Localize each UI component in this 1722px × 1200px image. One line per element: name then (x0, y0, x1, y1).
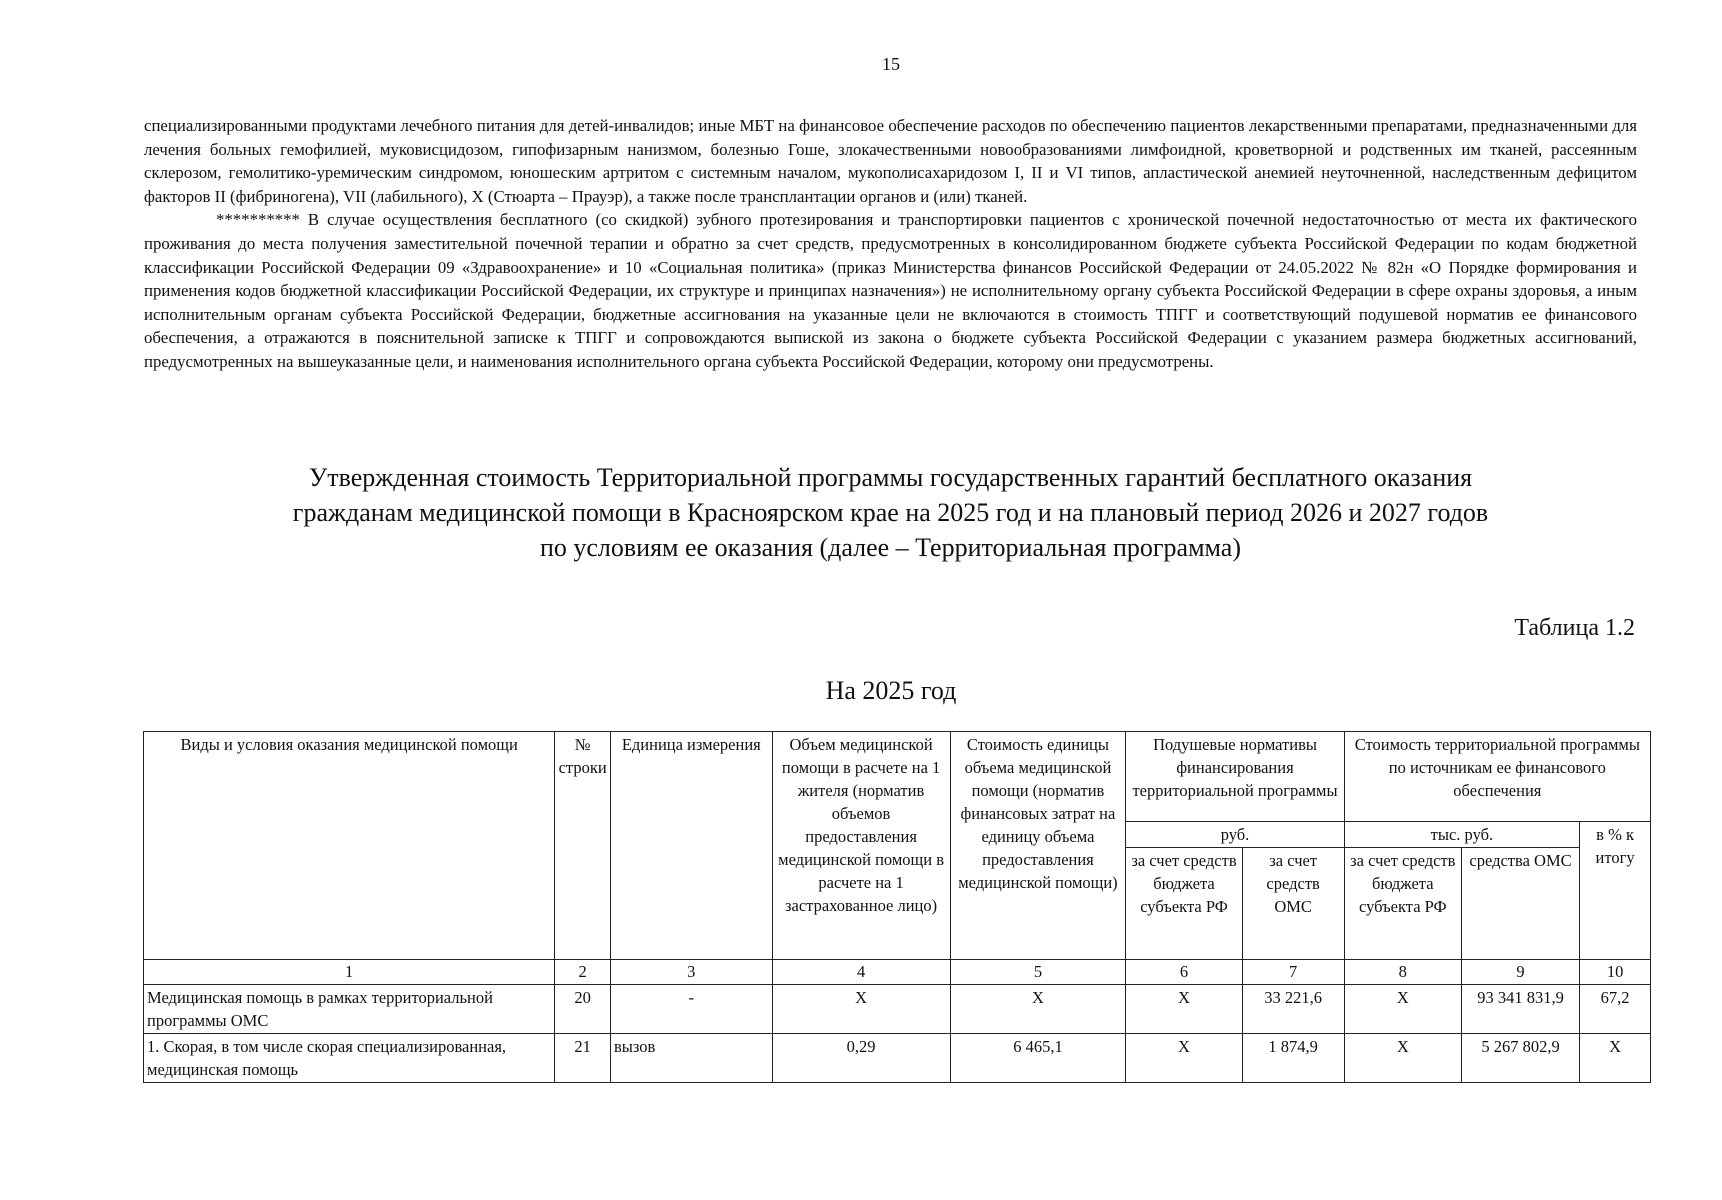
cell-cost: 6 465,1 (950, 1034, 1126, 1083)
header-unit: Единица измерения (610, 732, 772, 960)
cell-cost: X (950, 985, 1126, 1034)
title-line: по условиям ее оказания (далее – Территориальная программа) (539, 533, 1242, 562)
year-title: На 2025 год (825, 676, 957, 705)
paragraph-1: специализированными продуктами лечебного питания для детей-инвалидов; иные МБТ на финансовое обеспечение расходов по обеспечению пациентов лекарственными препаратами, предназначенными для лечения больных гемофилией, муковисцидозом, гипофизарным нанизмом, болезнью Гоше, злокачественными новообразованиями лимфоидной, кроветворной и родственных им тканей, рассеянным склерозом, гемолитико-уремическим синдромом, юношеским артритом с системным началом, мукополисахаридозом I, II и VI типов, апластической анемией неуточненной, наследственным дефицитом факторов II (фибриногена), VII (лабильного), X (Стюарта – Прауэр), а также после трансплантации органов и (или) тканей. (144, 116, 1637, 206)
header-oms-funds: за счет средств ОМС (1242, 848, 1344, 960)
cell-budget: X (1126, 1034, 1242, 1083)
header-cost: Стоимость единицы объема медицинской помощи (норматив финансовых затрат на единицу объема предоставления медицинской помощи) (950, 732, 1126, 960)
column-number: 1 (144, 960, 555, 985)
cell-row-no: 20 (555, 985, 611, 1034)
header-per-capita: Подушевые нормативы финансирования территориальной программы (1126, 732, 1344, 822)
document-title (144, 460, 1637, 565)
cell-oms: 1 874,9 (1242, 1034, 1344, 1083)
cell-oms: 33 221,6 (1242, 985, 1344, 1034)
column-number: 5 (950, 960, 1126, 985)
cell-volume: X (772, 985, 950, 1034)
cell-unit: - (610, 985, 772, 1034)
column-number: 6 (1126, 960, 1242, 985)
column-number: 3 (610, 960, 772, 985)
column-number: 7 (1242, 960, 1344, 985)
column-number: 10 (1580, 960, 1651, 985)
cell-oms-total: 93 341 831,9 (1461, 985, 1579, 1034)
cell-volume: 0,29 (772, 1034, 950, 1083)
header-types: Виды и условия оказания медицинской помощи (144, 732, 555, 960)
column-number: 4 (772, 960, 950, 985)
cell-oms-total: 5 267 802,9 (1461, 1034, 1579, 1083)
cell-name: Медицинская помощь в рамках территориальной программы ОМС (144, 985, 555, 1034)
header-oms-means: средства ОМС (1461, 848, 1579, 960)
column-number: 2 (555, 960, 611, 985)
header-budget-rf-2: за счет средств бюджета субъекта РФ (1344, 848, 1461, 960)
header-row-no: № строки (555, 732, 611, 960)
table-label: Таблица 1.2 (1514, 615, 1635, 641)
column-number: 9 (1461, 960, 1579, 985)
cell-unit: вызов (610, 1034, 772, 1083)
title-line: Утвержденная стоимость Территориальной программы государственных гарантий бесплатного оказания (308, 463, 1473, 492)
table-row (144, 985, 1651, 1034)
paragraph-2: ********** В случае осуществления бесплатного (со скидкой) зубного протезирования и транспортировки пациентов с хронической почечной недостаточностью от места их фактического проживания до места получения заместительной почечной терапии и обратно за счет средств, предусмотренных в консолидированном бюджете субъекта Российской Федерации по кодам бюджетной классификации Российской Федерации 09 «Здравоохранение» и 10 «Социальная политика» (приказ Министерства финансов Российской Федерации от 24.05.2022 № 82н «О Порядке формирования и применения кодов бюджетной классификации Российской Федерации, их структуре и принципах назначения») не исполнительному органу субъекта Российской Федерации в сфере охраны здоровья, а иным исполнительным органам субъекта Российской Федерации, бюджетные ассигнования на указанные цели не включаются в стоимость ТПГГ и соответствующий подушевой норматив ее финансового обеспечения, а отражаются в пояснительной записке к ТПГГ и сопровождаются выпиской из закона о бюджете субъекта Российской Федерации с указанием размера бюджетных ассигнований, предусмотренных на вышеуказанные цели, и наименования исполнительного органа субъекта Российской Федерации, которому они предусмотрены. (144, 210, 1637, 371)
cell-budget-total: X (1344, 1034, 1461, 1083)
cell-percent: X (1580, 1034, 1651, 1083)
cell-row-no: 21 (555, 1034, 611, 1083)
header-budget-rf: за счет средств бюджета субъекта РФ (1126, 848, 1242, 960)
table-row (144, 1034, 1651, 1083)
cost-table (143, 731, 1651, 1083)
cell-name: 1. Скорая, в том числе скорая специализированная, медицинская помощь (144, 1034, 555, 1083)
cell-budget-total: X (1344, 985, 1461, 1034)
header-volume: Объем медицинской помощи в расчете на 1 жителя (норматив объемов предоставления медицинской помощи в расчете на 1 застрахованное лицо) (772, 732, 950, 960)
page-number: 15 (882, 54, 900, 74)
header-rub: руб. (1126, 822, 1344, 848)
cell-budget: X (1126, 985, 1242, 1034)
column-number: 8 (1344, 960, 1461, 985)
cell-percent: 67,2 (1580, 985, 1651, 1034)
header-program-cost: Стоимость территориальной программы по источникам ее финансового обеспечения (1344, 732, 1650, 822)
header-thousand-rub: тыс. руб. (1344, 822, 1579, 848)
header-percent: в % к итогу (1580, 822, 1651, 960)
body-text (144, 114, 1637, 374)
title-line: гражданам медицинской помощи в Красноярском крае на 2025 год и на плановый период 2026 и 2027 годов (292, 498, 1489, 527)
